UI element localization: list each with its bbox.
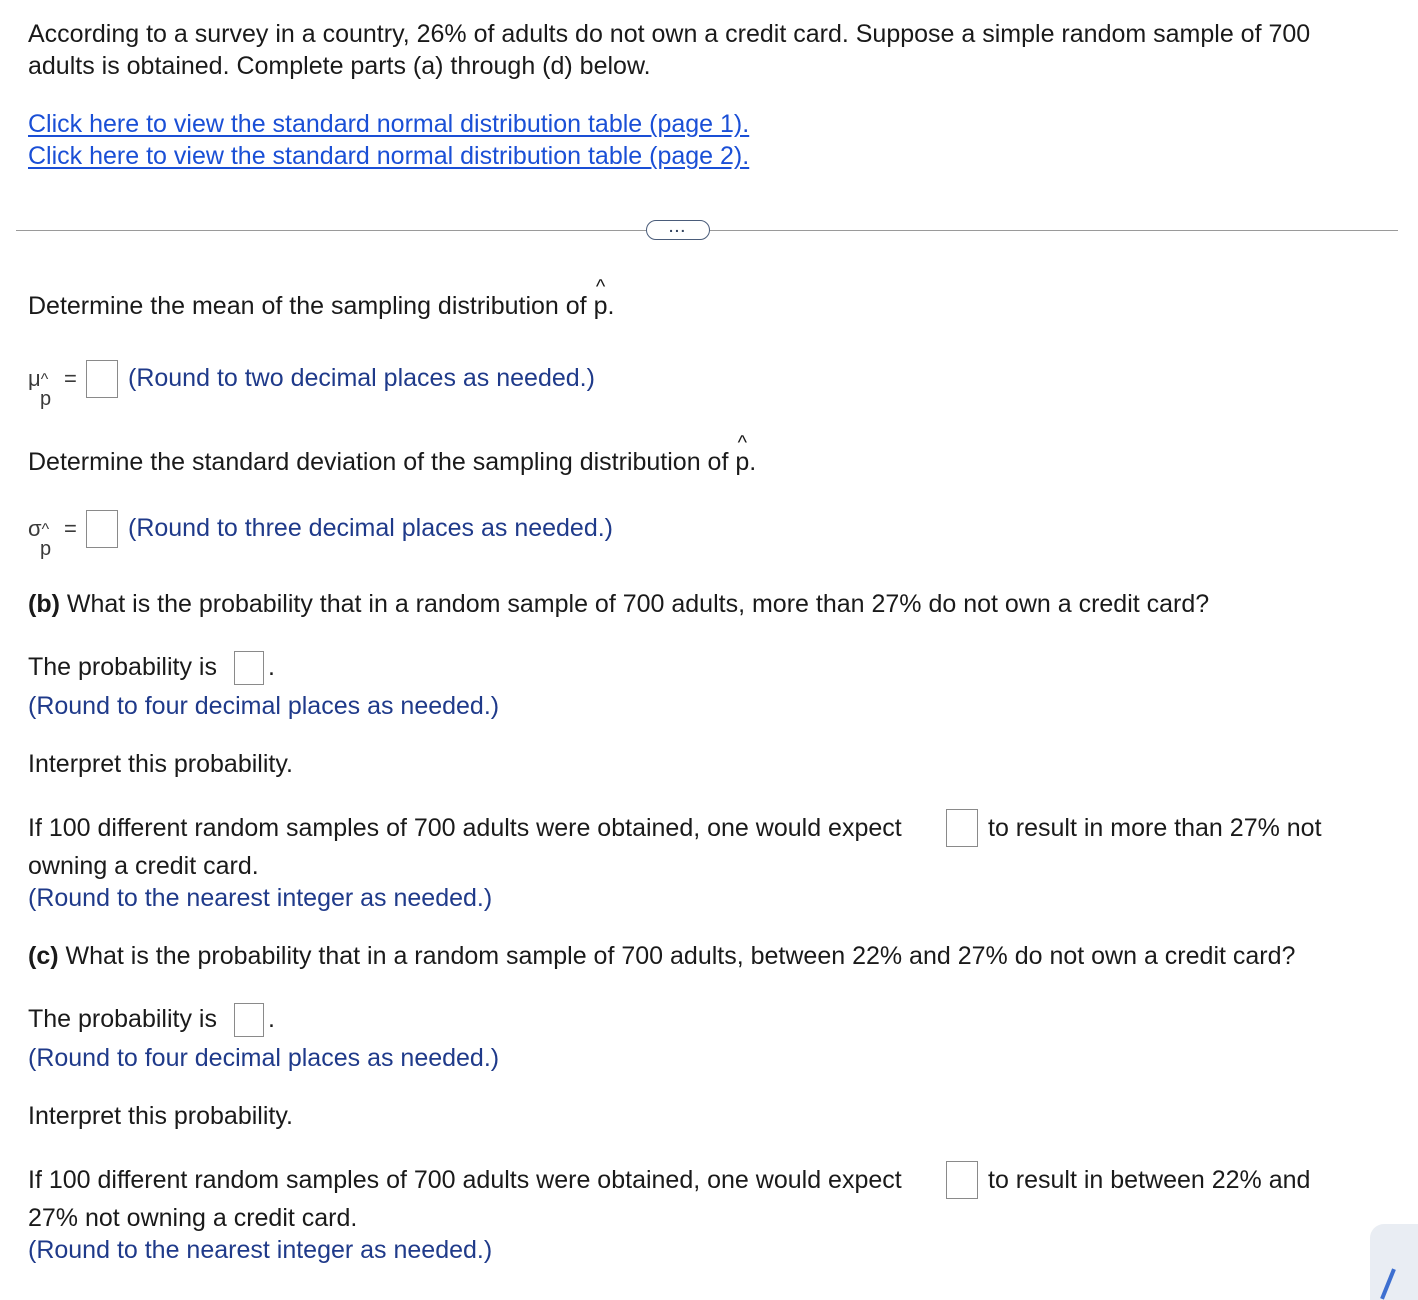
mu-subscript-p: p (40, 388, 52, 410)
part-c-probability-hint: (Round to four decimal places as needed.) (28, 1044, 500, 1072)
p-hat-symbol-2: ^ p (735, 432, 750, 476)
part-c-question (28, 942, 1295, 971)
mu-p-hat-symbol: μ^ (28, 366, 49, 391)
part-c-expect-prefix: If 100 different random samples of 700 adults were obtained, one would expect (28, 1166, 902, 1194)
part-b-expect-suffix: to result in more than 27% not (988, 814, 1322, 842)
sigma-equals-sign: = (64, 516, 77, 541)
problem-statement-line-1: According to a survey in a country, 26% of adults do not own a credit card. Suppose a simple random sample of 700 (28, 20, 1311, 48)
part-b-expect-hint: (Round to the nearest integer as needed.) (28, 884, 493, 912)
part-c-probability-input[interactable] (234, 1003, 264, 1037)
mu-equals-sign: = (64, 366, 77, 391)
p-hat-symbol: ^ p (593, 276, 608, 320)
mean-round-hint: (Round to two decimal places as needed.) (128, 364, 595, 392)
part-b-question (28, 590, 1209, 619)
part-b-label: (b) (28, 590, 60, 618)
part-b-expect-prefix: If 100 different random samples of 700 adults were obtained, one would expect (28, 814, 902, 842)
sd-prompt-text: Determine the standard deviation of the sampling distribution of (28, 448, 729, 476)
more-dots-icon: ... (669, 219, 687, 235)
problem-statement-line-2: adults is obtained. Complete parts (a) through (d) below. (28, 52, 651, 80)
pencil-icon (1380, 1268, 1396, 1299)
part-b-expect-line-2: owning a credit card. (28, 852, 259, 880)
corner-tool-widget[interactable] (1370, 1224, 1418, 1300)
part-c-question-text: What is the probability that in a random sample of 700 adults, between 22% and 27% do not own a credit card? (65, 942, 1296, 970)
part-c-interpret-label: Interpret this probability. (28, 1102, 293, 1130)
mean-prompt-text: Determine the mean of the sampling distribution of (28, 292, 587, 320)
problem-statement (28, 18, 1388, 82)
normal-table-page-1-link[interactable]: Click here to view the standard normal distribution table (page 1). (28, 110, 750, 138)
mean-answer-input[interactable] (86, 360, 118, 398)
part-b-interpret-label: Interpret this probability. (28, 750, 293, 778)
part-c-expect-suffix: to result in between 22% and (988, 1166, 1311, 1194)
expand-more-button[interactable] (646, 220, 710, 240)
sd-answer-input[interactable] (86, 510, 118, 548)
mean-prompt: Determine the mean of the sampling distribution of ^ p. (28, 276, 615, 320)
part-c-expect-line-2: 27% not owning a credit card. (28, 1204, 358, 1232)
part-b-probability-prefix: The probability is (28, 653, 217, 681)
part-c-expect-hint: (Round to the nearest integer as needed.) (28, 1236, 493, 1264)
part-b-probability-hint: (Round to four decimal places as needed.) (28, 692, 500, 720)
normal-table-page-2-link[interactable]: Click here to view the standard normal distribution table (page 2). (28, 142, 750, 170)
part-c-probability-prefix: The probability is (28, 1005, 217, 1033)
part-c-expect-input[interactable] (946, 1161, 978, 1199)
part-b-probability-input[interactable] (234, 651, 264, 685)
sd-round-hint: (Round to three decimal places as needed.) (128, 514, 614, 542)
sigma-subscript-p: p (40, 538, 52, 560)
part-b-question-text: What is the probability that in a random sample of 700 adults, more than 27% do not own a credit card? (66, 590, 1210, 618)
part-c-label: (c) (28, 942, 59, 970)
sigma-p-hat-symbol: σ^ (28, 516, 50, 541)
part-b-probability-period: . (268, 653, 275, 681)
part-b-expect-input[interactable] (946, 809, 978, 847)
part-c-probability-period: . (268, 1005, 275, 1033)
sd-prompt: Determine the standard deviation of the sampling distribution of ^ p. (28, 432, 757, 476)
